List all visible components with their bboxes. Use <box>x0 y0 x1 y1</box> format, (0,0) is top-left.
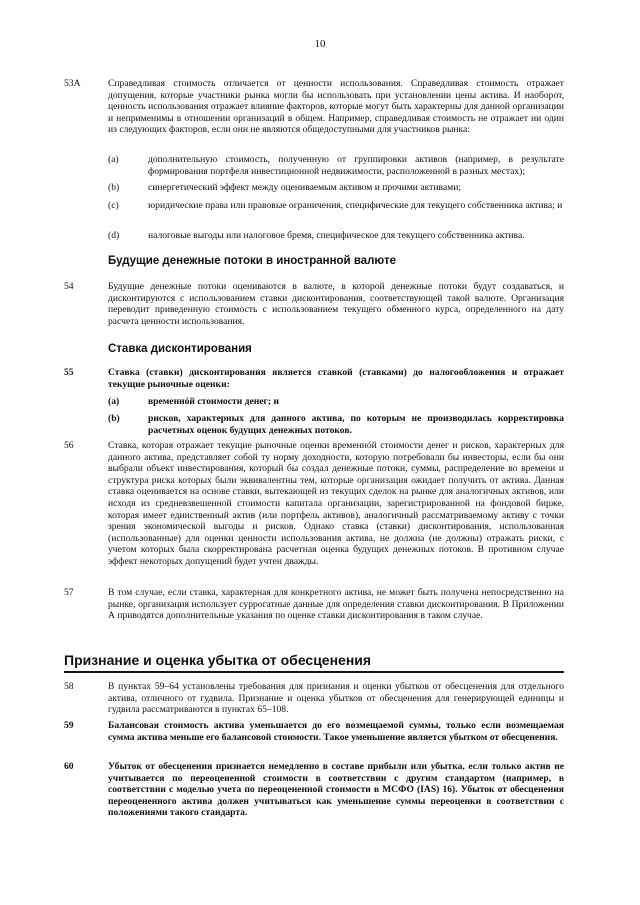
item-label: (b) <box>108 182 120 193</box>
paragraph-number: 59 <box>64 720 74 731</box>
paragraph-number: 58 <box>64 681 74 692</box>
item-text: рисков, характерных для данного актива, по которым не производилась корректировка расчетных оценок будущих денежных потоков. <box>148 413 564 436</box>
paragraph-text: Справедливая стоимость отличается от ценности использования. Справедливая стоимость отражает допущения, которые участники рынка могли бы использовать при установлении цены актива. И наоборот, ценность использования отражает влияние факторов, которые могут быть характерны для данной организации и неприменимы в отношении организаций в общем. Например, справедливая стоимость не отражает ни один из следующих факторов, если они не являются общедоступными для участников рынка: <box>108 78 564 136</box>
section-heading: Признание и оценка убытка от обесценения <box>64 652 372 668</box>
paragraph-text: В пунктах 59–64 установлены требования для признания и оценки убытков от обесценения для отдельного актива, отличного от гудвила. Признание и оценка убытков от обесценения для генерирующей единицы и гудвила рассматриваются в пунктах 65–108. <box>108 681 564 716</box>
item-label: (c) <box>108 200 119 211</box>
item-text: юридические права или правовые ограничения, специфические для текущего собственника актива; и <box>148 200 563 211</box>
paragraph-text: Ставка (ставки) дисконтирования является ставкой (ставками) до налогообложения и отражает текущие рыночные оценки: <box>108 367 564 390</box>
paragraph-number: 56 <box>64 440 74 451</box>
paragraph-number: 53A <box>64 78 81 89</box>
item-label: (a) <box>108 396 120 407</box>
heading-foreign-currency: Будущие денежные потоки в иностранной валюте <box>108 255 396 267</box>
paragraph-number: 60 <box>64 761 74 772</box>
item-label: (d) <box>108 230 120 241</box>
item-label: (a) <box>108 154 119 165</box>
paragraph-text: Убыток от обесценения признается немедленно в составе прибыли или убытка, если только актив не учитывается по переоцененной стоимости в соответствии с другим стандартом (например, в соответствии с моделью учета по переоцененной стоимости в МСФО (IAS) 16). Убыток от обесценения переоцененного актива должен учитываться как уменьшение суммы переоценки в соответствии с положениями такого стандарта. <box>108 761 564 819</box>
section-rule <box>64 671 564 673</box>
item-text: синергетический эффект между оцениваемым активом и прочими активами; <box>148 182 461 193</box>
paragraph-number: 57 <box>64 587 74 598</box>
paragraph-number: 55 <box>64 367 74 378</box>
item-text: дополнительную стоимость, полученную от группировки активов (например, в результате формирования портфеля инвестиционной недвижимости, расположенной в разных местах); <box>148 154 564 177</box>
item-text: налоговые выгоды или налоговое бремя, специфическое для текущего собственника актива. <box>148 230 525 241</box>
paragraph-text: Балансовая стоимость актива уменьшается до его возмещаемой суммы, только если возмещаемая сумма актива меньше его балансовой стоимости. Такое уменьшение является убытком от обесценения. <box>108 720 564 743</box>
heading-discount-rate: Ставка дисконтирования <box>108 343 252 355</box>
paragraph-number: 54 <box>64 281 74 292</box>
paragraph-text: Ставка, которая отражает текущие рыночные оценки временнóй стоимости денег и рисков, характерных для данного актива, представляет собой ту норму доходности, которую потребовали бы инвесторы, если бы они выбрали объект инвестирования, который бы создал денежные потоки, суммы, распределение во времени и структура риска которых были эквивалентны тем, которые организация ожидает получить от актива. Данная ставка оценивается на основе ставки, вытекающей из текущих сделок на рынке для аналогичных активов, или исходя из средневзвешенной стоимости капитала организации, зарегистрированной на фондовой бирже, которая имеет единственный актив (или портфель активов), аналогичный рассматриваемому активу с точки зрения экономической выгоды и рисков. Однако ставка (ставки) дисконтирования, использованная (использованные) для оценки ценности использования актива, не должна (не должны) отражать риски, с учетом которых была скорректирована расчетная оценка будущих денежных потоков. В противном случае эффект некоторых допущений будет учтен дважды. <box>108 440 564 567</box>
item-label: (b) <box>108 413 120 424</box>
item-text: временнóй стоимости денег; и <box>148 396 279 407</box>
paragraph-text: В том случае, если ставка, характерная для конкретного актива, не может быть получена непосредственно на рынке, организация использует суррогатные данные для определения ставки дисконтирования. В Приложении А приводятся дополнительные указания по оценке ставки дисконтирования в таком случае. <box>108 587 564 622</box>
paragraph-text: Будущие денежные потоки оцениваются в валюте, в которой денежные потоки будут создаваться, и дисконтируются с использованием ставки дисконтирования, соответствующей такой валюте. Организация переводит приведенную стоимость с использованием текущего обменного курса, определенного на дату расчета ценности использования. <box>108 281 564 327</box>
page-number: 10 <box>314 38 326 50</box>
